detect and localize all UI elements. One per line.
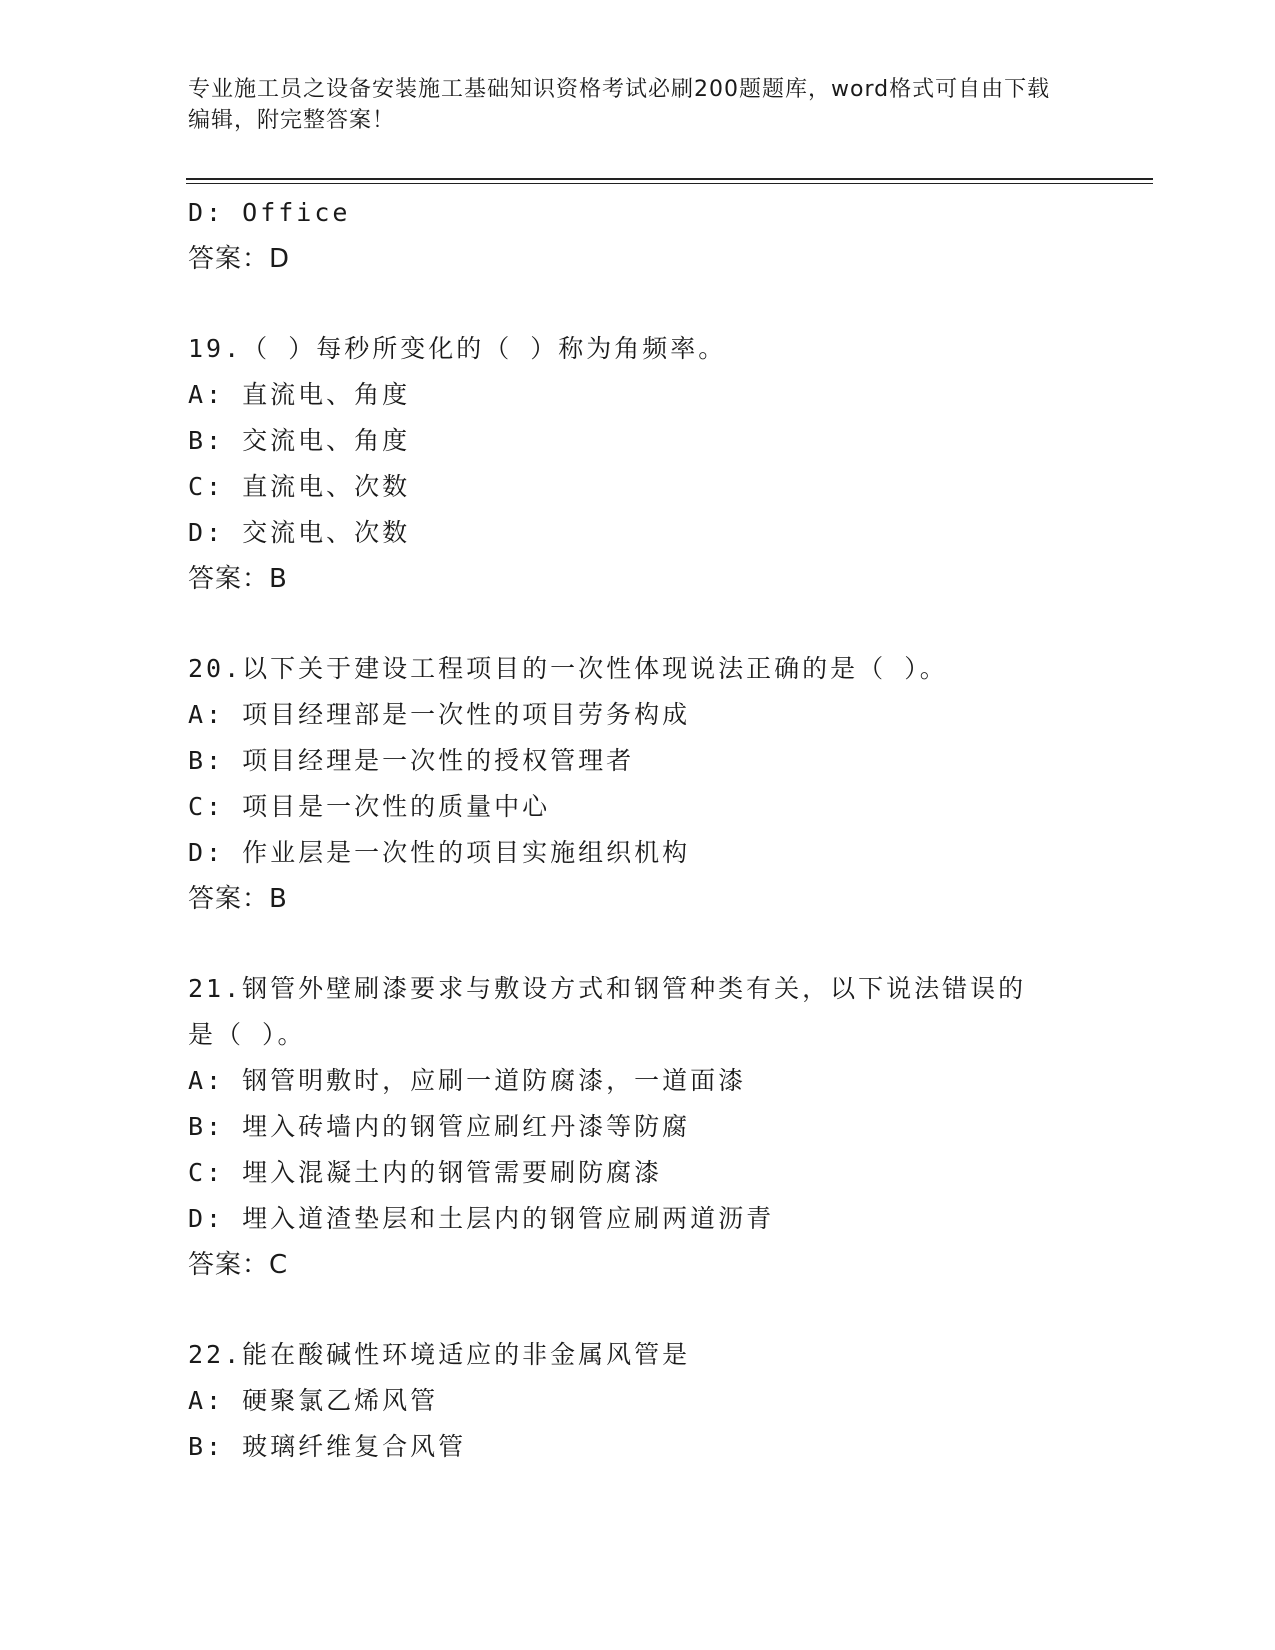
option-d: D: 交流电、次数 [188, 518, 411, 547]
answer-line: 答案：B [188, 884, 288, 914]
option-b: B: 玻璃纤维复合风管 [188, 1432, 467, 1461]
option-d: D: Office [188, 198, 351, 227]
question-stem: 19.（ ）每秒所变化的（ ）称为角频率。 [188, 334, 727, 363]
spacer [188, 282, 1088, 326]
question-stem: 20.以下关于建设工程项目的一次性体现说法正确的是（ ）。 [188, 654, 948, 683]
option-a: A: 硬聚氯乙烯风管 [188, 1386, 439, 1415]
option-c: C: 项目是一次性的质量中心 [188, 792, 551, 821]
option-d: D: 埋入道渣垫层和土层内的钢管应刷两道沥青 [188, 1204, 775, 1233]
option-d: D: 作业层是一次性的项目实施组织机构 [188, 838, 691, 867]
question-22 [188, 1332, 1088, 1470]
spacer [188, 922, 1088, 966]
option-a: A: 直流电、角度 [188, 380, 411, 409]
option-b: B: 埋入砖墙内的钢管应刷红丹漆等防腐 [188, 1112, 691, 1141]
answer-line: 答案：B [188, 564, 288, 594]
question-stem: 21.钢管外壁刷漆要求与敷设方式和钢管种类有关，以下说法错误的是（ ）。 [188, 974, 1027, 1049]
answer-line: 答案：D [188, 244, 291, 274]
answer-line: 答案：C [188, 1250, 289, 1280]
option-a: A: 钢管明敷时，应刷一道防腐漆，一道面漆 [188, 1066, 747, 1095]
header-divider-thick [186, 178, 1153, 180]
spacer [188, 1288, 1088, 1332]
option-b: B: 项目经理是一次性的授权管理者 [188, 746, 635, 775]
option-b: B: 交流电、角度 [188, 426, 411, 455]
option-a: A: 项目经理部是一次性的项目劳务构成 [188, 700, 691, 729]
question-list [188, 190, 1088, 1470]
question-20 [188, 646, 1088, 922]
question-stem: 22.能在酸碱性环境适应的非金属风管是 [188, 1340, 691, 1369]
header-divider-thin [186, 183, 1153, 184]
option-c: C: 直流电、次数 [188, 472, 411, 501]
spacer [188, 602, 1088, 646]
option-c: C: 埋入混凝土内的钢管需要刷防腐漆 [188, 1158, 663, 1187]
question-21 [188, 966, 1088, 1288]
document-header: 专业施工员之设备安装施工基础知识资格考试必刷200题题库，word格式可自由下载编辑，附完整答案！ [188, 77, 1051, 133]
question-19 [188, 326, 1088, 602]
